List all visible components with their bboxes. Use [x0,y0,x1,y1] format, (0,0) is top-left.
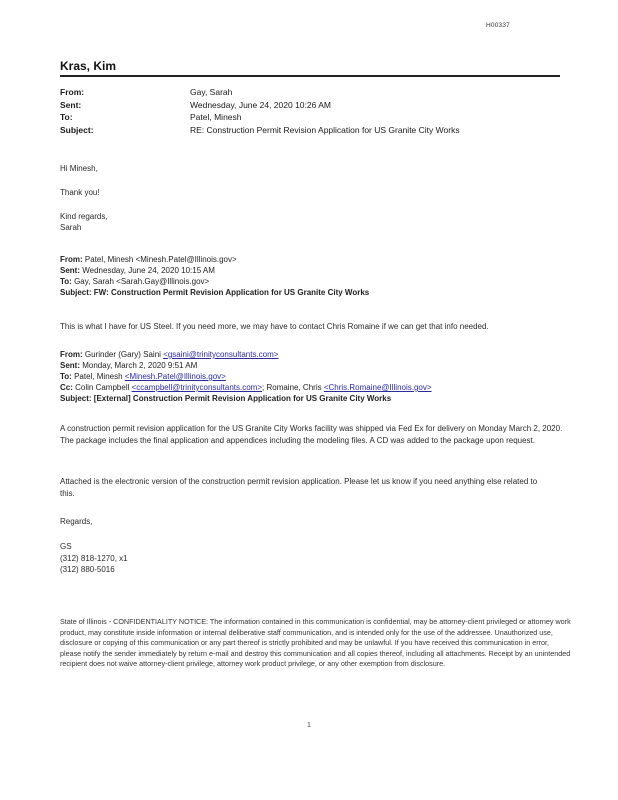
to-label: To: [60,112,73,122]
to-value: Patel, Minesh [190,112,242,122]
message2-paragraph-2: Attached is the electronic version of the construction permit revision application. Please let us know if you need anything else related to this. [60,477,538,498]
sent-label: Sent: [60,99,82,110]
signoff-name: Sarah [60,223,82,232]
header-divider [60,75,560,77]
fwd2-to-name: Patel, Minesh [74,372,123,381]
fwd1-from-label: From: [60,255,83,264]
fwd2-sent-row [60,360,570,371]
from-value: Gay, Sarah [190,87,233,97]
confidentiality-disclaimer: State of Illinois - CONFIDENTIALITY NOTICE: The information contained in this communication is confidential, may be attorney-client privileged or attorney work product, may constitute inside information or internal deliberative staff communication, and is intended only for the use of the addressee. Unauthorized use, disclosure or copying of this communication or any part thereof is strictly prohibited and may be unlawful. If you have received this communication in error, please notify the sender immediately by return e-mail and destroy this communication and all copies thereof, including all attachments. Receipt by an unintended recipient does not waive attorney-client privilege, attorney work product privilege, or any other exemption from disclosure. [60,617,571,668]
thanks-line: Thank you! [60,188,100,197]
header-subject-row [60,124,580,137]
fwd2-from-row [60,349,570,360]
fwd1-subject-row [60,287,570,298]
forwarded-header-2 [60,349,570,404]
fwd1-from-value: Patel, Minesh <Minesh.Patel@Illinois.gov> [84,255,237,264]
sender-name: Kras, Kim [60,59,117,73]
fwd2-to-label: To: [60,372,72,381]
fwd2-from-name: Gurinder (Gary) Saini [84,350,161,359]
message2-paragraph-1: A construction permit revision application for the US Granite City Works facility was shipped via Fed Ex for delivery on Monday March 2, 2020. The package includes the final application and appendices including the modeling files. A CD was added to the package upon request. [60,424,563,445]
fwd2-cc-email-link[interactable]: <ccampbell@trinityconsultants.com> [131,383,263,392]
from-label: From: [60,87,85,97]
fwd1-to-value: Gay, Sarah <Sarah.Gay@Illinois.gov> [74,277,210,286]
fwd2-from-email-link[interactable]: <gsaini@trinityconsultants.com> [163,350,279,359]
fwd1-subject-value: FW: Construction Permit Revision Application for US Granite City Works [93,288,370,297]
header-from-row [60,86,580,99]
fwd1-message: This is what I have for US Steel. If you need more, we may have to contact Chris Romaine if we can get that info needed. [60,322,489,331]
header-to-row [60,111,580,124]
fwd1-to-label: To: [60,277,72,286]
fwd2-cc-name: Colin Campbell [75,383,130,392]
regards-line: Regards, [60,517,93,526]
sent-value: Wednesday, June 24, 2020 10:26 AM [190,99,331,110]
fwd2-sent-label: Sent: [60,361,80,370]
fwd2-cc-email-link-2[interactable]: <Chris.Romaine@Illinois.gov> [323,383,432,392]
fwd2-cc-second-name: ; Romaine, Chris [262,383,322,392]
fwd1-subject-label: Subject: [60,288,92,297]
header-sent-row [60,99,580,112]
fwd1-to-row [60,276,570,287]
signature-phone: (312) 818-1270, x1 [60,554,128,563]
signature-mobile: (312) 880-5016 [60,565,115,574]
fwd2-subject-row [60,393,570,404]
fwd2-cc-row [60,382,570,393]
fwd2-from-label: From: [60,350,83,359]
email-header [60,86,580,136]
bates-number: H00337 [486,22,510,29]
subject-value: RE: Construction Permit Revision Application for US Granite City Works [190,124,460,135]
fwd2-to-email-link[interactable]: <Minesh.Patel@Illinois.gov> [124,372,226,381]
fwd2-sent-value: Monday, March 2, 2020 9:51 AM [82,361,198,370]
fwd2-to-row [60,371,570,382]
fwd1-sent-label: Sent: [60,266,80,275]
fwd2-cc-label: Cc: [60,383,73,392]
fwd2-subject-label: Subject: [60,394,92,403]
subject-label: Subject: [60,124,94,135]
signature-name: GS [60,542,72,551]
closing-line: Kind regards, [60,212,108,221]
fwd2-subject-value: [External] Construction Permit Revision Application for US Granite City Works [93,394,392,403]
fwd1-sent-value: Wednesday, June 24, 2020 10:15 AM [82,266,215,275]
greeting: Hi Minesh, [60,164,98,173]
fwd1-sent-row [60,265,570,276]
page-number: 1 [307,722,311,729]
forwarded-header-1 [60,254,570,298]
fwd1-from-row [60,254,570,265]
